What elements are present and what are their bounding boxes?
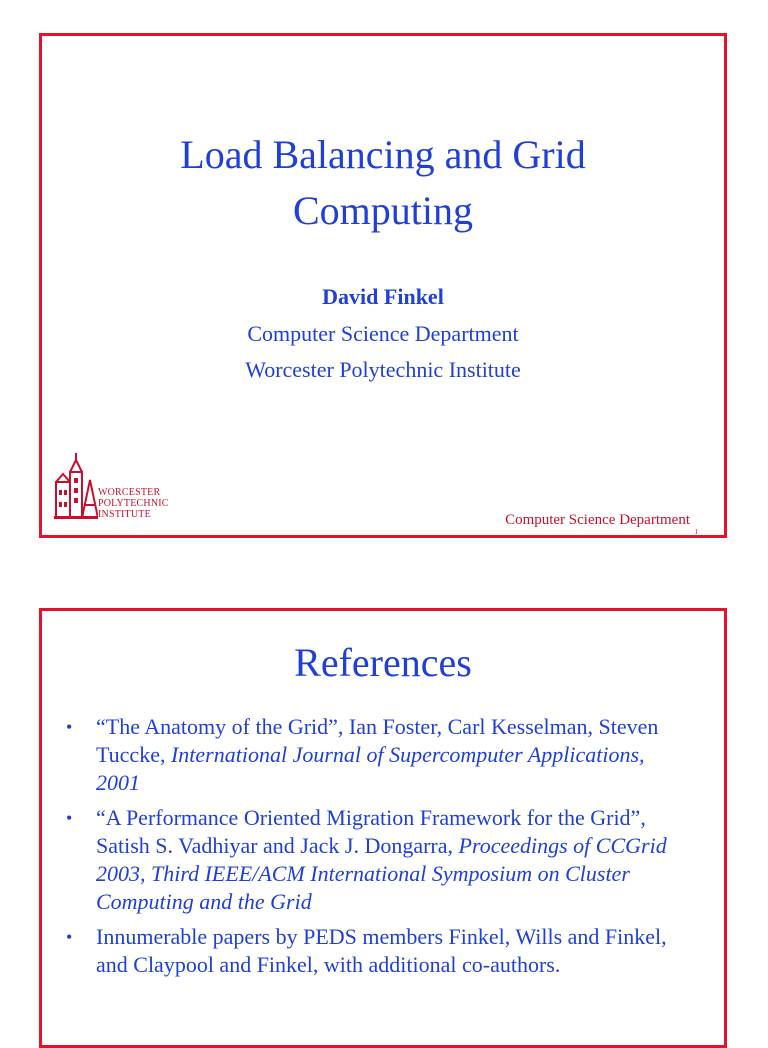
slide-title-heading (42, 127, 724, 239)
list-item (62, 804, 694, 916)
logo-wordmark (98, 487, 169, 520)
slide-references (39, 608, 727, 1048)
author-name: David Finkel (322, 284, 444, 309)
wpi-logo (54, 450, 184, 522)
slide-title (39, 33, 727, 538)
institute-name: Worcester Polytechnic Institute (245, 357, 521, 382)
logo-word-2: POLYTECHNIC (98, 498, 169, 509)
footer-department: Computer Science Department (505, 512, 690, 528)
logo-word-3: INSTITUTE (98, 509, 151, 520)
reference-text: “A Performance Oriented Migration Framework for the Grid”, Satish S. Vadhiyar and Jack J. Dongarra, (96, 805, 646, 858)
reference-source: International Journal of Supercomputer Applications, 2001 (96, 742, 645, 795)
references-list (62, 713, 694, 986)
list-item (62, 713, 694, 797)
bullet-icon: • (66, 927, 73, 947)
title-line-2: Computing (292, 188, 474, 233)
reference-text: Innumerable papers by PEDS members Finkel, Wills and Finkel, and Claypool and Finkel, with additional co-authors. (96, 924, 667, 977)
logo-word-1: WORCESTER (98, 487, 161, 498)
building-icon (54, 450, 98, 522)
department-name: Computer Science Department (247, 321, 519, 346)
list-item (62, 923, 694, 979)
bullet-icon: • (66, 717, 73, 737)
reference-source: Proceedings of CCGrid 2003, Third IEEE/ACM International Symposium on Cluster Computing and the Grid (96, 833, 667, 914)
reference-text: “The Anatomy of the Grid”, Ian Foster, Carl Kesselman, Steven Tuccke, (96, 714, 659, 767)
bullet-icon: • (66, 808, 73, 828)
page-number: 1 (694, 528, 698, 536)
title-line-1: Load Balancing and Grid (180, 132, 586, 177)
references-heading: References (294, 640, 472, 685)
